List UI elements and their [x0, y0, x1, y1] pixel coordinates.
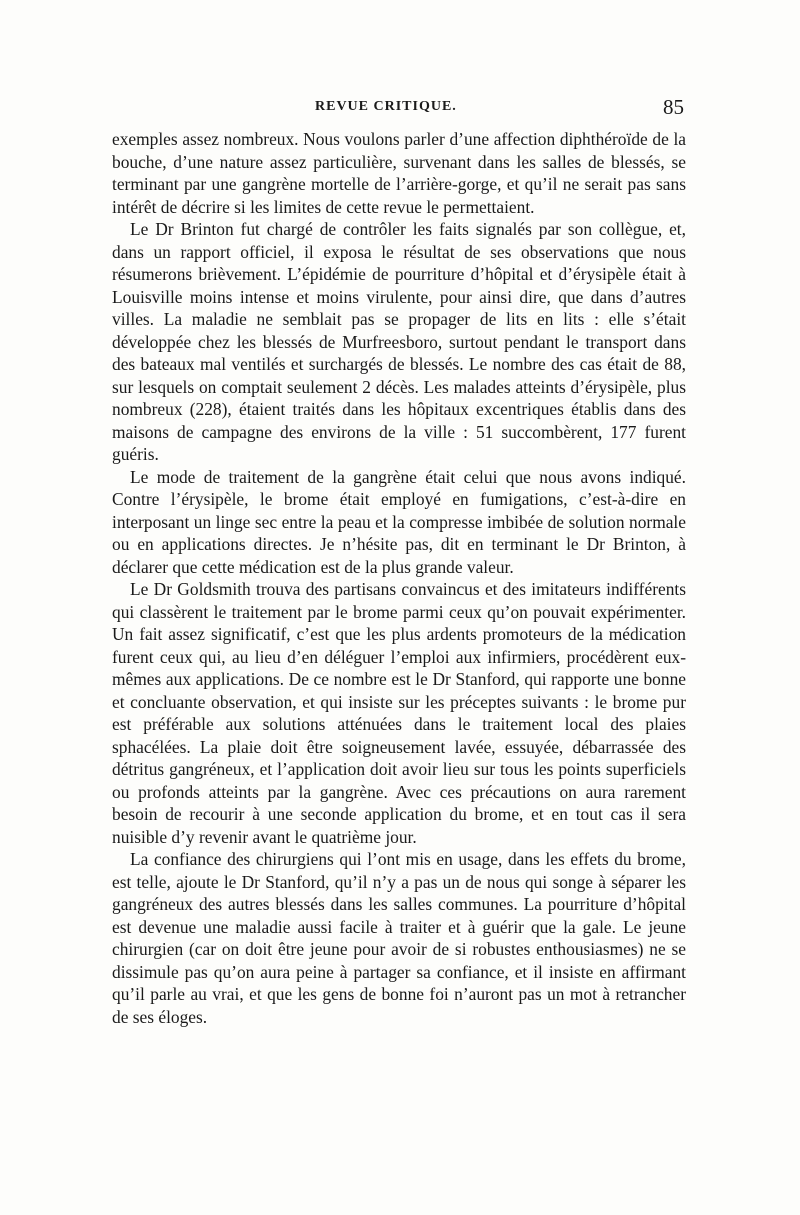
page-number: 85	[663, 95, 684, 119]
paragraph-treatment-mode: Le mode de traitement de la gangrène était celui que nous avons indiqué. Contre l’érysipèle, le brome était employé en fumigations, c’est-à-dire en interposant un linge sec entre la peau et la compresse imbibée de solution normale ou en applications directes. Je n’hésite pas, dit en terminant le Dr Brinton, à déclarer que cette médication est de la plus grande valeur.	[112, 466, 686, 577]
running-head: REVUE CRITIQUE.	[315, 99, 457, 114]
page-header	[110, 95, 690, 125]
paragraph-continuation: exemples assez nombreux. Nous voulons parler d’une affection diphthéroïde de la bouche, d’une nature assez particulière, survenant dans les salles de blessés, se terminant par une gangrène mortelle de l’arrière-gorge, et qu’il ne serait pas sans intérêt de décrire si les limites de cette revue le permettaient.	[112, 129, 686, 217]
paragraph-stanford-confidence: La confiance des chirurgiens qui l’ont mis en usage, dans les effets du brome, est telle, ajoute le Dr Stanford, qu’il n’y a pas un de nous qui songe à séparer les gangréneux des autres blessés dans les salles communes. La pourriture d’hôpital est devenue une maladie aussi facile à traiter et à guérir que la gale. Le jeune chirurgien (car on doit être jeune pour avoir de si robustes enthousiasmes) ne se dissimule pas qu’on aura peine à partager sa confiance, et il insiste en affirmant qu’il parle au vrai, et que les gens de bonne foi n’auront pas un mot à retrancher de ses éloges.	[112, 849, 686, 1027]
paragraph-goldsmith: Le Dr Goldsmith trouva des partisans convaincus et des imitateurs indifférents qui classèrent le traitement par le brome parmi ceux qu’on pouvait expérimenter. Un fait assez significatif, c’est que les plus ardents promoteurs de la médication furent ceux qui, au lieu d’en déléguer l’emploi aux infirmiers, procédèrent eux-mêmes aux applications. De ce nombre est le Dr Stanford, qui rapporte une bonne et concluante observation, et qui insiste sur les préceptes suivants : le brome pur est préférable aux solutions atténuées dans le traitement local des plaies sphacélées. La plaie doit être soigneusement lavée, essuyée, débarrassée des détritus gangréneux, et l’application doit avoir lieu sur tous les points superficiels ou profonds atteints par la gangrène. Avec ces précautions on aura rarement besoin de recourir à une seconde application du brome, et en tout cas il sera nuisible d’y revenir avant le quatrième jour.	[112, 579, 686, 847]
paragraph-brinton-report: Le Dr Brinton fut chargé de contrôler les faits signalés par son collègue, et, dans un rapport officiel, il exposa le résultat de ses observations que nous résumerons brièvement. L’épidémie de pourriture d’hôpital et d’érysipèle était à Louisville moins intense et moins virulente, pour ainsi dire, que dans d’autres villes. La maladie ne semblait pas se propager de lits en lits : elle s’était développée chez les blessés de Murfreesboro, surtout pendant le transport dans des bateaux mal ventilés et surchargés de blessés. Le nombre des cas était de 88, sur lesquels on comptait seulement 2 décès. Les malades atteints d’érysipèle, plus nombreux (228), étaient traités dans les hôpitaux excentriques établis dans des maisons de campagne des environs de la ville : 51 succombèrent, 177 furent guéris.	[112, 219, 686, 464]
body-text	[112, 128, 686, 1028]
